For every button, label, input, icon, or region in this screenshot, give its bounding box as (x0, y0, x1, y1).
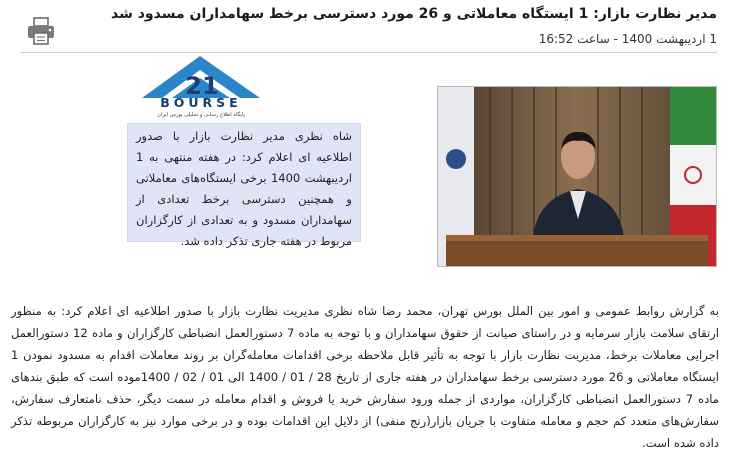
article-date: 1 اردیبهشت 1400 - ساعت 16:52 (538, 32, 717, 46)
article-lead: شاه نظری مدیر نظارت بازار با صدور اطلاعیه ای اعلام کرد: در هفته منتهی به 1 اردیبهشت 1400 برخی ایستگاه‌های معاملاتی و همچنین دسترسی برخط تعدادی از سهامداران مسدود و به تعدادی از کارگزاران مربوط در هفته جاری تذکر داده شد. (127, 123, 361, 242)
bourse-logo (132, 54, 270, 120)
article-photo (437, 86, 717, 267)
logo-number: 21 (185, 72, 219, 100)
article-title: مدیر نظارت بازار: 1 ایستگاه معاملاتی و 26 مورد دسترسی برخط سهامداران مسدود شد (111, 6, 717, 22)
header-divider (20, 52, 717, 53)
printer-icon[interactable] (26, 16, 56, 46)
logo-tagline: پایگاه اطلاع رسانی و تحلیلی بورس ایران (156, 112, 246, 118)
logo-text: BOURSE (160, 95, 242, 110)
article-body: به گزارش روابط عمومی و امور بین الملل بورس تهران، محمد رضا شاه نظری مدیریت نظارت بازار با صدور اطلاعیه ای اعلام کرد: به منظور ارتقای سلامت بازار سرمایه و در راستای صیانت از حقوق سهامداران و با توجه به ماده 7 دستورالعمل انضباطی کارگزاران و ماده 12 دستورالعمل اجرایی معاملات برخط، مدیریت نظارت بازار با توجه به تأثیر قابل ملاحظه برخی اقدامات معامله‌گران بر روند معاملات اقدام به مسدود نمودن 1 ایستگاه معاملاتی و 26 مورد دسترسی برخط سهامداران در هفته جاری از تاریخ 28 / 01 / 1400 الی 01 / 02 / 1400موده است که طبق بندهای ماده 7 دستورالعمل انضباطی کارگزاران، مواردی از جمله ورود سفارش خرید یا فروش و اقدام معامله در سمت دیگر، حذف نامتعارف سفارش، سفارش‌های متعدد کم حجم و معامله متفاوت با جریان بازار(رنج منفی) از دلایل این اقدامات بوده و در برخی موارد نیز به کارگزاران مربوطه تذکر داده شده است. (11, 304, 720, 450)
